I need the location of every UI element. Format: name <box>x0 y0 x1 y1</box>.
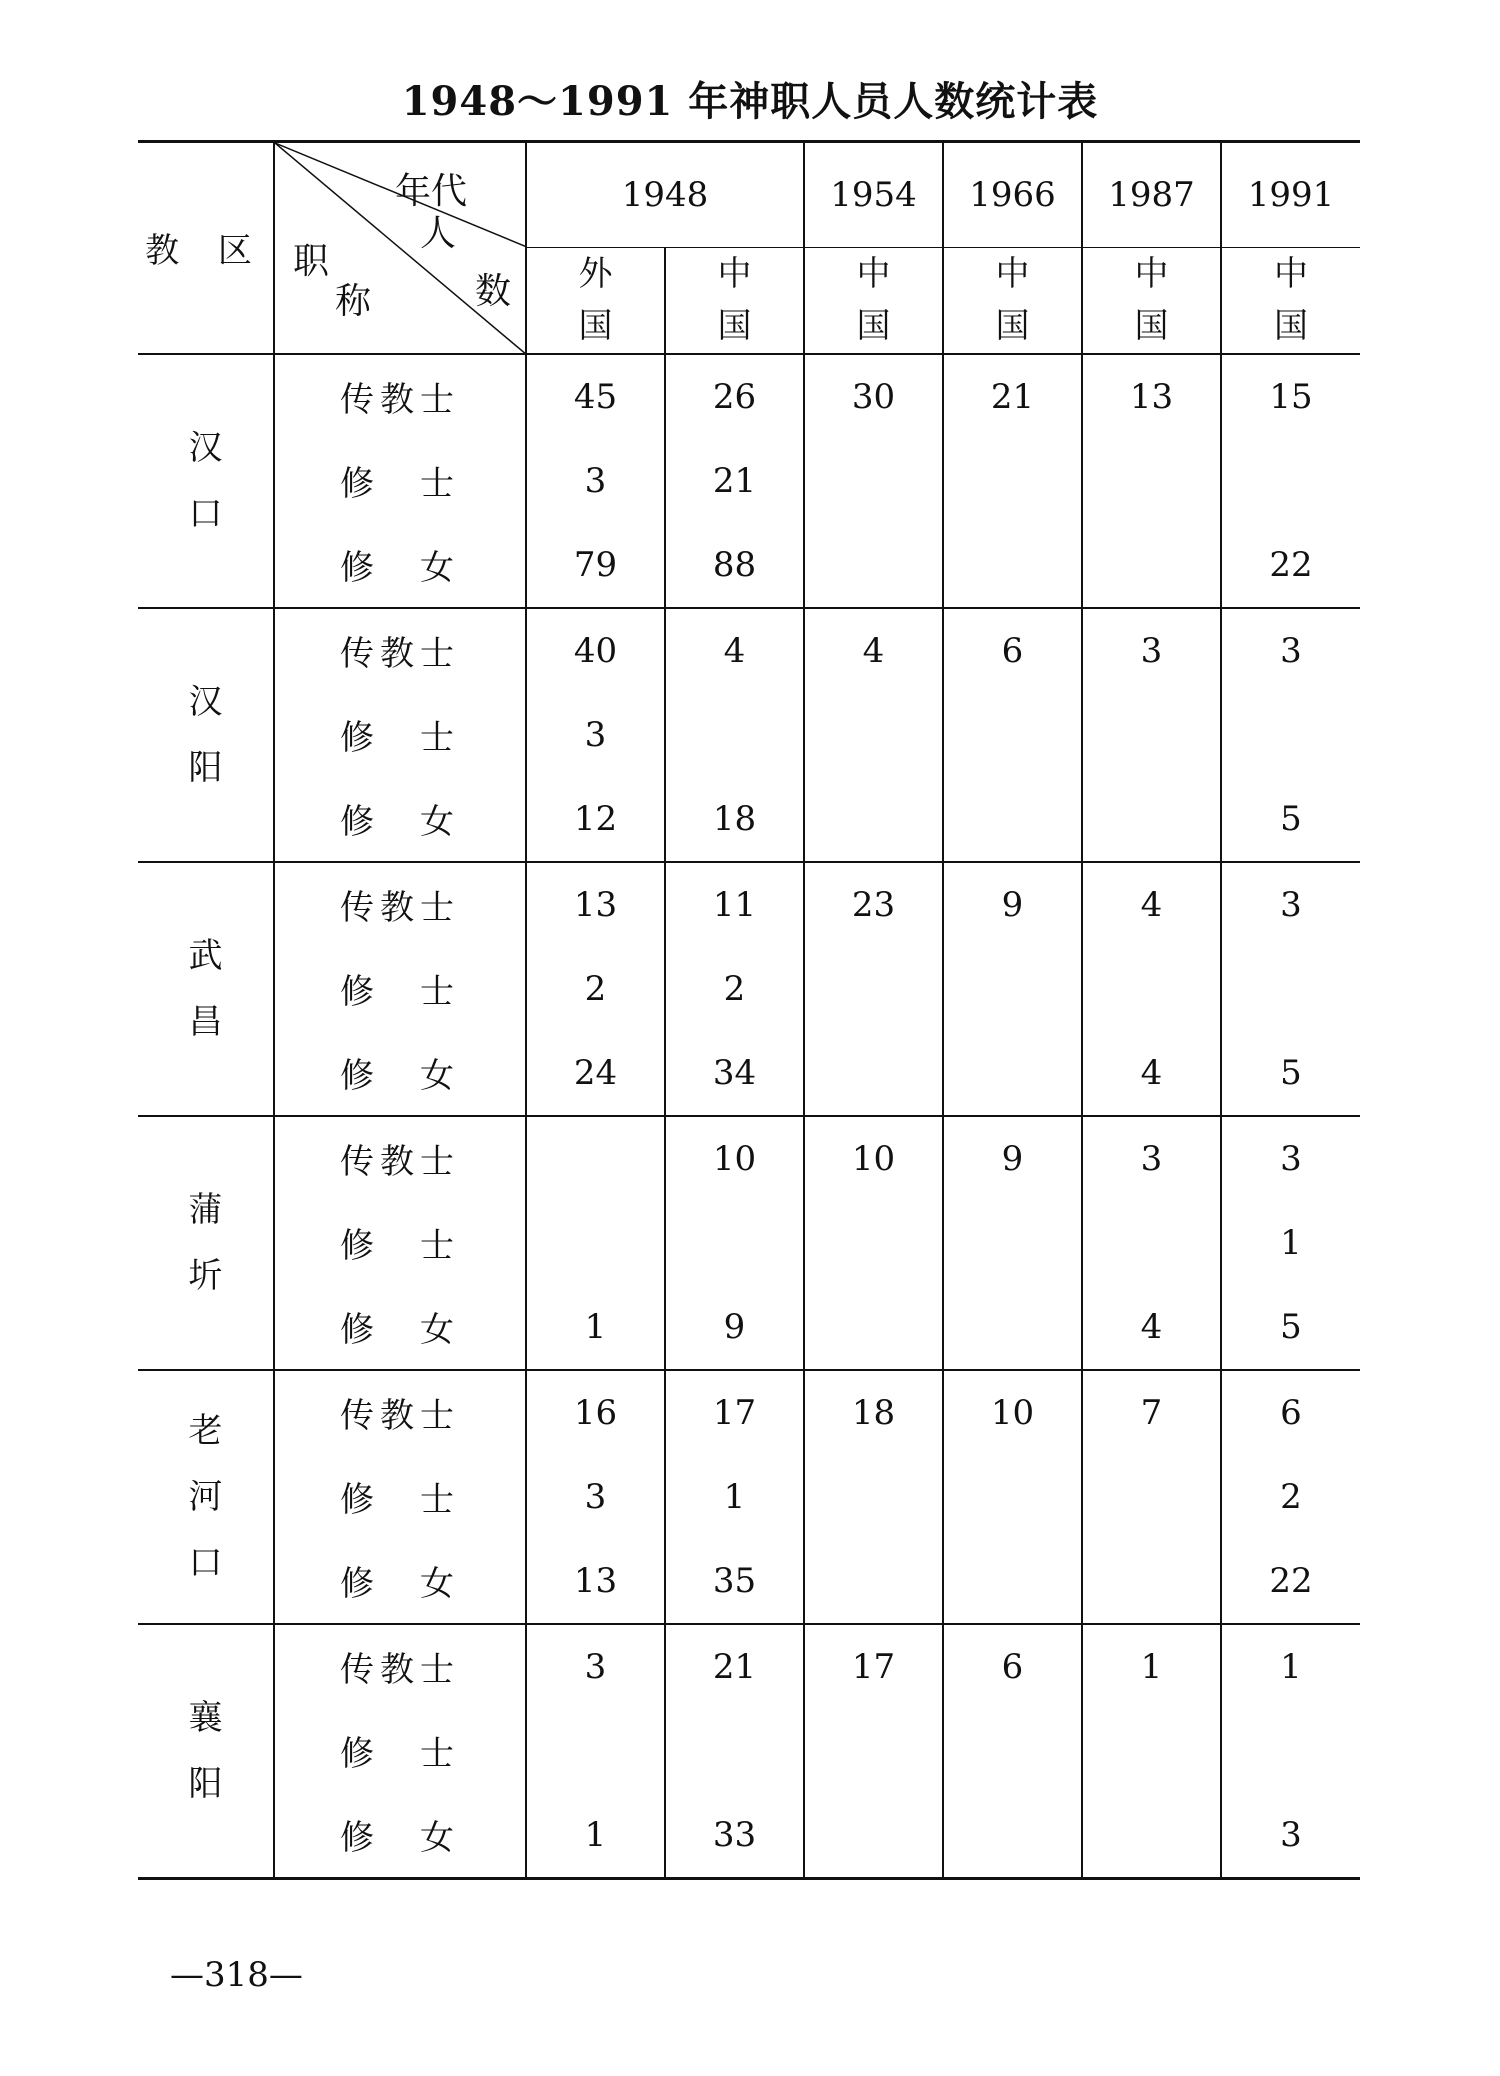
year-1987: 1987 <box>1082 142 1221 248</box>
region-name: 汉 阳 <box>138 608 274 862</box>
table-row <box>138 862 1360 947</box>
header-region: 教 区 <box>138 142 274 354</box>
clergy-title: 修 士 <box>274 1201 526 1285</box>
diag-year-label: 年代 <box>395 171 468 212</box>
count-cell: 24 <box>526 1031 665 1116</box>
diag-count-label-2: 数 <box>475 271 512 312</box>
count-cell: 88 <box>665 523 804 608</box>
count-cell: 23 <box>804 862 943 947</box>
count-cell: 4 <box>804 608 943 693</box>
region-name: 老 河 口 <box>138 1370 274 1624</box>
diag-title-label-2: 称 <box>335 281 372 322</box>
count-cell: 13 <box>526 1539 665 1624</box>
clergy-title: 修 士 <box>274 439 526 523</box>
count-cell <box>526 1201 665 1285</box>
count-cell: 1 <box>526 1793 665 1879</box>
count-cell <box>1221 947 1360 1031</box>
count-cell <box>665 693 804 777</box>
count-cell: 5 <box>1280 798 1302 839</box>
count-cell <box>804 523 943 608</box>
count-cell <box>943 439 1082 523</box>
count-cell <box>1082 947 1221 1031</box>
count-cell: 16 <box>526 1370 665 1455</box>
count-cell: 7 <box>1082 1370 1221 1455</box>
count-cell: 79 <box>526 523 665 608</box>
count-cell: 6 <box>943 608 1082 693</box>
clergy-title: 修 女 <box>274 1285 526 1370</box>
table-row <box>138 439 1360 523</box>
count-cell: 3 <box>526 693 665 777</box>
count-cell <box>943 1285 1082 1370</box>
count-cell: 6 <box>1280 1392 1302 1433</box>
count-cell: 30 <box>804 354 943 439</box>
count-cell: 1 <box>526 1285 665 1370</box>
count-cell <box>1082 1201 1221 1285</box>
count-cell: 9 <box>943 1116 1082 1201</box>
count-cell <box>804 947 943 1031</box>
count-cell: 26 <box>665 354 804 439</box>
count-cell: 1 <box>1082 1624 1221 1709</box>
clergy-title: 修 女 <box>274 777 526 862</box>
count-cell <box>1082 1539 1221 1624</box>
count-cell: 5 <box>1280 1306 1302 1347</box>
diag-title-label: 职 <box>293 241 330 282</box>
year-1966: 1966 <box>943 142 1082 248</box>
clergy-title: 修 女 <box>274 1031 526 1116</box>
count-cell <box>1082 1455 1221 1539</box>
count-cell: 17 <box>665 1370 804 1455</box>
nationality-chinese: 中 国 <box>943 248 1082 354</box>
count-cell: 17 <box>804 1624 943 1709</box>
count-cell: 21 <box>665 439 804 523</box>
count-cell: 35 <box>665 1539 804 1624</box>
count-cell: 22 <box>1269 544 1313 585</box>
count-cell: 34 <box>665 1031 804 1116</box>
year-1954: 1954 <box>804 142 943 248</box>
clergy-title: 修 女 <box>274 523 526 608</box>
table-row <box>138 947 1360 1031</box>
clergy-title: 传教士 <box>274 1624 526 1709</box>
clergy-title: 修 士 <box>274 947 526 1031</box>
count-cell: 1 <box>665 1455 804 1539</box>
clergy-title: 修 士 <box>274 693 526 777</box>
year-1991: 1991 <box>1247 175 1335 215</box>
count-cell: 10 <box>804 1116 943 1201</box>
count-cell <box>804 1285 943 1370</box>
count-cell <box>804 693 943 777</box>
clergy-title: 修 士 <box>274 1455 526 1539</box>
region-name: 蒲 圻 <box>138 1116 274 1370</box>
count-cell <box>665 1709 804 1793</box>
count-cell <box>804 1709 943 1793</box>
count-cell: 18 <box>665 777 804 862</box>
count-cell: 13 <box>1082 354 1221 439</box>
count-cell <box>943 1539 1082 1624</box>
clergy-statistics-table <box>138 140 1360 1880</box>
count-cell <box>1082 1709 1221 1793</box>
table-row <box>138 1624 1360 1709</box>
count-cell <box>1082 693 1221 777</box>
count-cell <box>943 1031 1082 1116</box>
count-cell <box>943 523 1082 608</box>
count-cell: 21 <box>665 1624 804 1709</box>
year-1948: 1948 <box>526 142 804 248</box>
count-cell: 2 <box>526 947 665 1031</box>
count-cell <box>804 1031 943 1116</box>
count-cell: 4 <box>1082 1031 1221 1116</box>
count-cell <box>1082 439 1221 523</box>
region-name: 襄 阳 <box>138 1624 274 1879</box>
count-cell <box>665 1201 804 1285</box>
count-cell: 45 <box>526 354 665 439</box>
count-cell: 3 <box>1280 1814 1302 1855</box>
count-cell <box>943 1793 1082 1879</box>
count-cell <box>1082 523 1221 608</box>
region-name: 汉 口 <box>138 354 274 608</box>
table-row <box>138 608 1360 693</box>
count-cell: 9 <box>665 1285 804 1370</box>
count-cell: 2 <box>665 947 804 1031</box>
count-cell: 4 <box>665 608 804 693</box>
count-cell <box>804 1201 943 1285</box>
count-cell: 3 <box>1280 884 1302 925</box>
count-cell: 15 <box>1269 376 1313 417</box>
table-row <box>138 1539 1360 1624</box>
count-cell: 6 <box>943 1624 1082 1709</box>
table-row <box>138 1370 1360 1455</box>
clergy-title: 传教士 <box>274 608 526 693</box>
count-cell: 9 <box>943 862 1082 947</box>
count-cell: 3 <box>526 439 665 523</box>
count-cell: 5 <box>1280 1052 1302 1093</box>
count-cell: 13 <box>526 862 665 947</box>
clergy-title: 传教士 <box>274 862 526 947</box>
table-row <box>138 777 1360 862</box>
count-cell: 3 <box>1082 1116 1221 1201</box>
count-cell: 33 <box>665 1793 804 1879</box>
count-cell <box>526 1116 665 1201</box>
table-title: 1948～1991 年神职人员人数统计表 <box>401 78 1099 125</box>
count-cell <box>1082 1793 1221 1879</box>
count-cell: 40 <box>526 608 665 693</box>
diag-count-label: 人 <box>420 213 457 254</box>
count-cell <box>526 1709 665 1793</box>
count-cell: 3 <box>526 1455 665 1539</box>
clergy-title: 修 女 <box>274 1793 526 1879</box>
count-cell: 22 <box>1269 1560 1313 1601</box>
count-cell <box>804 439 943 523</box>
table-row <box>138 1455 1360 1539</box>
header-diagonal-cell <box>274 142 526 354</box>
count-cell: 3 <box>1280 630 1302 671</box>
clergy-title: 传教士 <box>274 354 526 439</box>
clergy-title: 修 士 <box>274 1709 526 1793</box>
table-row <box>138 1285 1360 1370</box>
count-cell <box>943 947 1082 1031</box>
nationality-chinese: 中 国 <box>1082 248 1221 354</box>
clergy-title: 修 女 <box>274 1539 526 1624</box>
clergy-title: 传教士 <box>274 1370 526 1455</box>
count-cell <box>1082 777 1221 862</box>
count-cell <box>804 1793 943 1879</box>
count-cell: 1 <box>1280 1222 1302 1263</box>
count-cell <box>943 693 1082 777</box>
count-cell <box>804 1455 943 1539</box>
count-cell: 1 <box>1280 1646 1302 1687</box>
table-body <box>138 354 1360 1879</box>
count-cell: 3 <box>1280 1138 1302 1179</box>
clergy-title: 传教士 <box>274 1116 526 1201</box>
count-cell: 3 <box>526 1624 665 1709</box>
count-cell: 4 <box>1082 1285 1221 1370</box>
count-cell <box>943 1201 1082 1285</box>
count-cell <box>943 777 1082 862</box>
count-cell: 10 <box>665 1116 804 1201</box>
table-row <box>138 1709 1360 1793</box>
table-row <box>138 1793 1360 1879</box>
table-row <box>138 693 1360 777</box>
table-row <box>138 523 1360 608</box>
count-cell <box>943 1709 1082 1793</box>
table-row <box>138 1031 1360 1116</box>
table-row <box>138 1201 1360 1285</box>
count-cell <box>1221 439 1360 523</box>
count-cell: 4 <box>1082 862 1221 947</box>
nationality-foreign: 外 国 <box>526 248 665 354</box>
count-cell <box>804 1539 943 1624</box>
count-cell: 10 <box>943 1370 1082 1455</box>
count-cell: 18 <box>804 1370 943 1455</box>
nationality-chinese: 中 国 <box>665 248 804 354</box>
nationality-chinese: 中 国 <box>804 248 943 354</box>
page-number: —318— <box>170 1955 303 1995</box>
table-row <box>138 354 1360 439</box>
table-row <box>138 1116 1360 1201</box>
count-cell: 21 <box>943 354 1082 439</box>
count-cell: 11 <box>665 862 804 947</box>
count-cell: 2 <box>1280 1476 1302 1517</box>
count-cell <box>1221 693 1360 777</box>
region-name: 武 昌 <box>138 862 274 1116</box>
nationality-chinese: 中 国 <box>1274 254 1308 347</box>
count-cell: 12 <box>526 777 665 862</box>
count-cell <box>1221 1709 1360 1793</box>
count-cell: 3 <box>1082 608 1221 693</box>
count-cell <box>804 777 943 862</box>
count-cell <box>943 1455 1082 1539</box>
